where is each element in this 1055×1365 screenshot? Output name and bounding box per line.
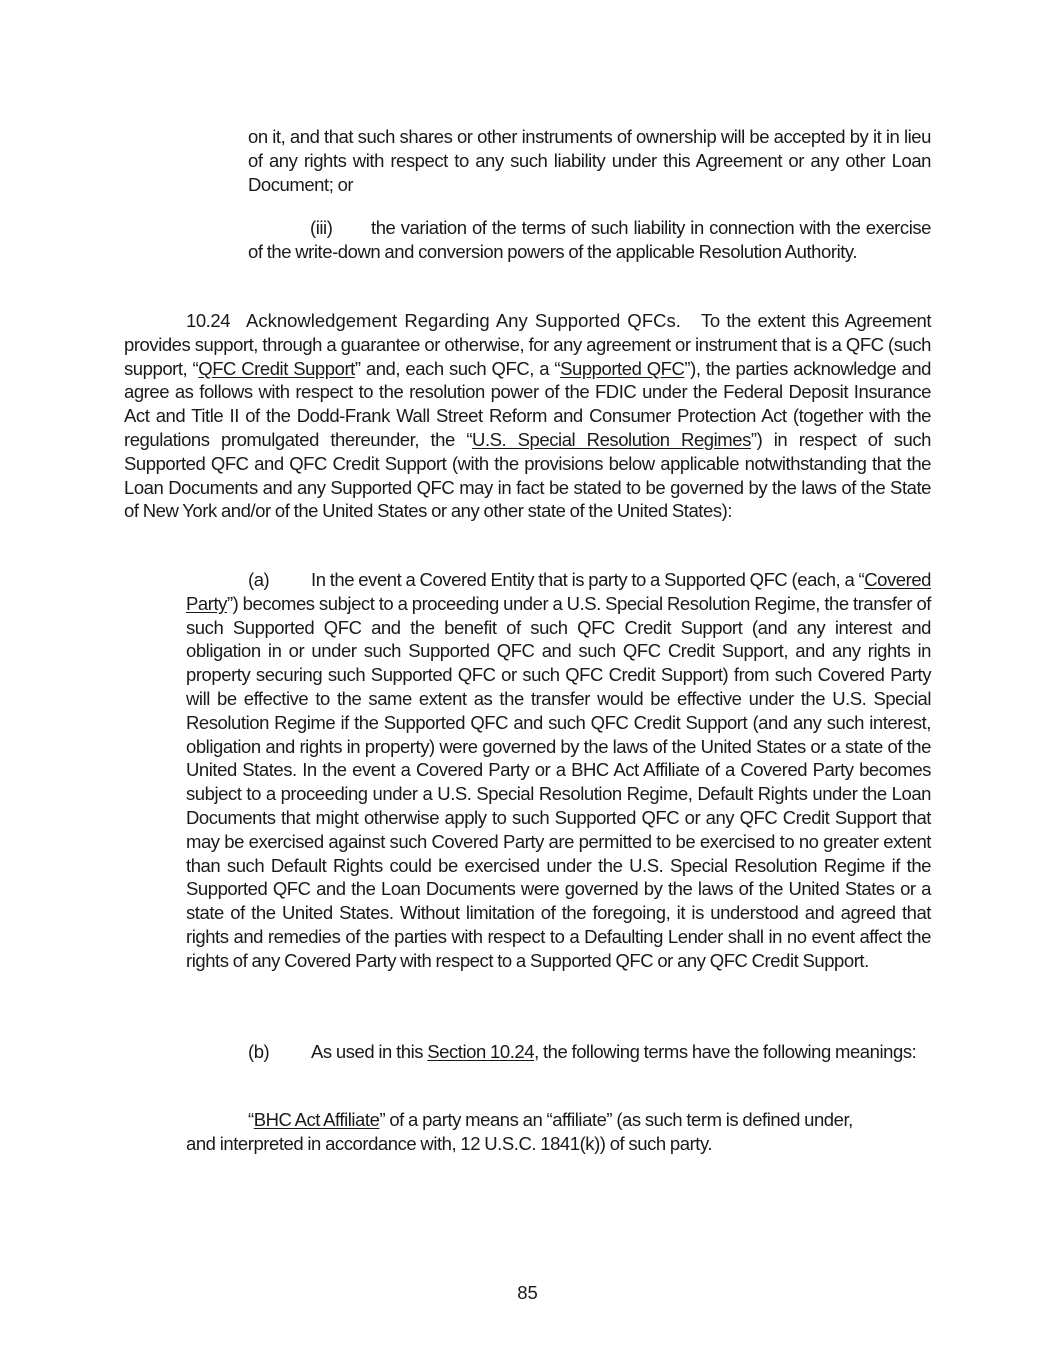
item-iii-paragraph <box>248 216 931 264</box>
clause-a-paragraph <box>186 568 931 973</box>
defined-term-bhc-act-affiliate: BHC Act Affiliate <box>253 1109 380 1130</box>
defined-term-qfc-credit-support: QFC Credit Support <box>198 357 355 379</box>
definition-open-quote: “ <box>248 1109 254 1130</box>
section-text-4: ”) in respect of such Supported QFC and QFC Credit Support (with the provisions below applicable notwithstanding that the Loan Documents and any Supported QFC may in fact be stated to be governed by the laws of the State of New York and/or of the United States or any other state of the United States): <box>124 428 931 522</box>
section-text-1: To the extent this Agreement provides support, through a guarantee or otherwise, for any agreement or instrument that is a QFC (such support, “ <box>124 310 932 379</box>
clause-a-text-2: ”) becomes subject to a proceeding under a U.S. Special Resolution Regime, the transfer of such Supported QFC and the benefit of such QFC Credit Support (and any interest and obligation in or under such Supported QFC and such QFC Credit Support, and any rights in property securing such Supported QFC or such QFC Credit Support) from such Covered Party will be effective to the same extent as the transfer would be effective under the U.S. Special Resolution Regime if the Supported QFC and such QFC Credit Support (and any such interest, obligation and rights in property) were governed by the laws of the United States or a state of the United States. In the event a Covered Party or a BHC Act Affiliate of a Covered Party becomes subject to a proceeding under a U.S. Special Resolution Regime, Default Rights under the Loan Documents that might otherwise apply to such Supported QFC or any QFC Credit Support that may be exercised against such Covered Party are permitted to be exercised to no greater extent than such Default Rights could be exercised under the U.S. Special Resolution Regime if the Supported QFC and the Loan Documents were governed by the laws of the United States or a state of the United States. Without limitation of the foregoing, it is understood and agreed that rights and remedies of the parties with respect to a Defaulting Lender shall in no event affect the rights of any Covered Party with respect to a Supported QFC or any QFC Credit Support. <box>186 592 931 971</box>
clause-a-text-1: In the event a Covered Entity that is party to a Supported QFC (each, a “ <box>311 569 865 590</box>
defined-term-us-special-resolution-regimes: U.S. Special Resolution Regimes <box>472 428 751 450</box>
defined-term-covered-party: Covered Party <box>186 569 931 614</box>
item-iii-label: (iii) <box>310 217 333 238</box>
section-10-24-paragraph <box>124 309 931 523</box>
section-reference-10-24: Section 10.24 <box>427 1041 535 1062</box>
definition-bhc-text: ” of a party means an “affiliate” (as such term is defined under, and interpreted in accordance with, 12 U.S.C. 1841(k)) of such party. <box>186 1109 853 1154</box>
section-number: 10.24 <box>186 310 231 331</box>
definition-bhc-act-affiliate <box>186 1108 886 1156</box>
continued-paragraph <box>248 125 931 196</box>
clause-a-label: (a) <box>248 569 270 590</box>
defined-term-supported-qfc: Supported QFC <box>560 357 685 379</box>
clause-b-text-2: , the following terms have the following meanings: <box>534 1041 917 1062</box>
item-iii-text: the variation of the terms of such liability in connection with the exercise of the write-down and conversion powers of the applicable Resolution Authority. <box>248 217 931 262</box>
section-text-3: ”), the parties acknowledge and agree as follows with respect to the resolution power of the FDIC under the Federal Deposit Insurance Act and Title II of the Dodd-Frank Wall Street Reform and Consumer Protection Act (together with the regulations promulgated thereunder, the “ <box>124 357 932 450</box>
section-heading: Acknowledgement Regarding Any Supported QFCs. <box>246 310 681 331</box>
clause-b-text-1: As used in this <box>311 1041 428 1062</box>
page-number: 85 <box>517 1282 538 1303</box>
clause-b-label: (b) <box>248 1041 270 1062</box>
section-text-2: ” and, each such QFC, a “ <box>354 357 561 379</box>
continued-paragraph-text: on it, and that such shares or other instruments of ownership will be accepted by it in lieu of any rights with respect to any such liability under this Agreement or any other Loan Document; or <box>248 126 931 195</box>
clause-b-paragraph <box>186 1040 931 1064</box>
